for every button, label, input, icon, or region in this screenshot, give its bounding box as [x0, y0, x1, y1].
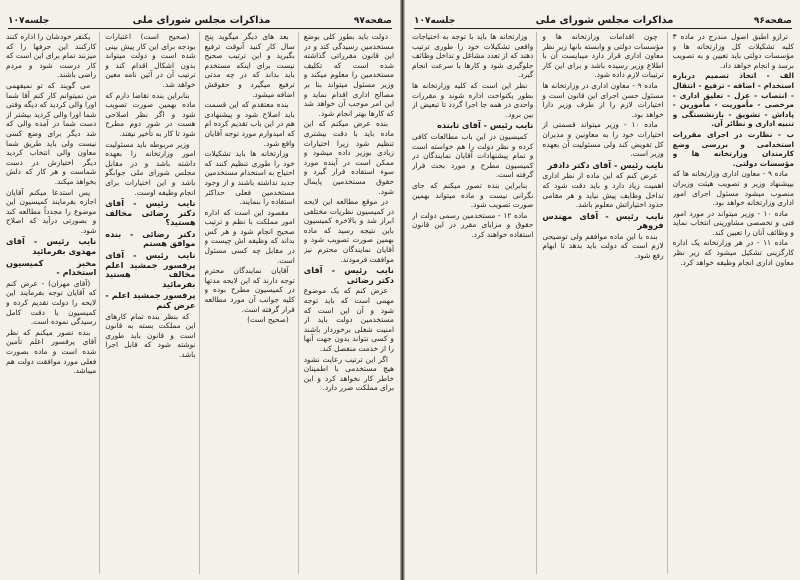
paragraph: ترازو اطبق اصول مندرج در ماده ۳ کلیه تشکیلات کل وزارتخانه ها و مؤسسات دولتی باید تعیین و به تصویب برسد و انجام خواهد داد.	[672, 32, 794, 70]
text-columns	[6, 32, 394, 574]
paragraph: چون اقدامات وزارتخانه ها و مؤسسات دولتی و وابسته بانها زیر نظر معاون اداری قرار دارد میبایست آن با اطلاع وزیر رسیده باشد و برای این کار ترتیبات لازم داده شود.	[542, 32, 664, 80]
text-column	[542, 32, 667, 574]
paragraph: (صحیح است) اعتبارات بودجه برای این کار پیش بینی شده است و دولت میتواند بدون اشکال اقدام کند و ترتیب آن در آئین نامه معین خواهد شد.	[105, 32, 196, 89]
paragraph: ماده ۱۰ - وزیر میتواند در مورد امور فنی و تخصصی مشاورینی انتخاب نماید و وظائف آنان را تعیین کند.	[672, 208, 794, 237]
paragraph: اگر این ترتیب رعایت نشود هیچ مستخدمی با اطمینان خاطر کار نخواهد کرد و این برای مملکت ضرر دارد.	[303, 354, 394, 393]
paragraph: آقایان نمایندگان محترم توجه دارند که این لایحه مدتها در کمیسیون مطرح بوده و کلیه جوانب آن مورد مطالعه قرار گرفته است.	[204, 266, 295, 314]
paragraph: نظر این است که کلیه وزارتخانه ها بطور یکنواخت اداره شوند و مقررات واحدی در همه جا اجرا گردد تا تبعیض از بین برود.	[412, 80, 534, 119]
speaker-heading: نایب رئیس - آقای مهدوی بفرمائید	[6, 236, 97, 257]
session-number: جلسه۱۰۷	[414, 16, 456, 26]
page-header	[8, 12, 392, 29]
speaker-heading: مخبر کمیسیون استخدام -	[6, 257, 97, 278]
paragraph: بنابراین بنده تقاضا دارم که ماده بهمین صورت تصویب شود و اگر نظر اصلاحی هست در شور دوم مطرح شود تا کار به تأخیر نیفتد.	[105, 90, 196, 138]
speaker-heading: دکتر رضائی - بنده موافق هستم	[105, 228, 196, 249]
paragraph: بنده معتقدم که این قسمت باید اصلاح شود و پیشنهادی هم در این باب تقدیم کرده ام که امیدوارم مورد توجه آقایان واقع شود.	[204, 100, 295, 148]
paragraph: (صحیح است)	[247, 315, 289, 325]
paragraph: ب - نظارت در اجرای مقررات استخدامی و بررسی وضع کارمندان وزارتخانه ها و مؤسسات دولتی.	[672, 129, 794, 168]
paragraph: ماده ۱۰ - وزیر میتواند قسمتی از اختیارات خود را به معاونین و مدیران کل تفویض کند ولی مسئولیت آن بعهده وزیر است.	[542, 120, 664, 159]
speaker-heading: نایب رئیس - آقای پرفسور جمشید اعلم مخالف هستید بفرمائید	[105, 250, 196, 289]
paragraph: بنابراین بنده تصور میکنم که جای نگرانی نیست و ماده میتواند بهمین صورت تصویب شود.	[412, 180, 534, 210]
paragraph: وزارتخانه ها باید با توجه به احتیاجات واقعی تشکیلات خود را طوری ترتیب دهند که از تعدد مشاغل و تداخل وظائف جلوگیری شود و کارها با سرعت انجام گیرد.	[412, 32, 534, 80]
paragraph: ماده ۱۱ - در هر وزارتخانه یک اداره کارگزینی تشکیل میشود که زیر نظر معاون اداری انجام وظیفه خواهد کرد.	[672, 238, 794, 267]
paragraph: بنده تصور میکنم که نظر آقای پرفسور اعلم تأمین شده است و ماده بصورت فعلی مورد موافقت دولت هم میباشد.	[6, 327, 97, 376]
paragraph: یکنفر خودشان را اداره کنند کارکنند این حرفها را که میزنند تمام برای این است که کار درست شود و مردم راضی باشند.	[6, 32, 97, 80]
paragraph: ماده ۹ - معاون اداری وزارتخانه ها که بپیشنهاد وزیر و تصویب هیئت وزیران منصوب میشود مسئول اجرای امور اداری وزارتخانه خواهد بود.	[672, 169, 794, 208]
paragraph: وزیر مربوطه باید مسئولیت امور وزارتخانه را بعهده داشته باشد و در مقابل مجلس شورای ملی جوابگو باشد و این اختیارات برای انجام وظیفه اوست.	[105, 139, 196, 197]
paragraph: مقصود این است که اداره امور مملکت با نظم و ترتیب صحیح انجام شود و هر کس بداند که وظیفه اش چیست و در مقابل چه کسی مسئول است.	[204, 207, 295, 265]
paragraph: دولت باید بطور کلی بوضع مستخدمین رسیدگی کند و در این قانون مقرراتی گذاشته شده است که تکلیف مستخدمین را معلوم میکند و وزیر مسئول میتواند بنا بر مصالح اداری اقدام نماید و این امر موجب آن خواهد شد که کارها بهتر انجام شود.	[303, 32, 394, 118]
paragraph: ماده ۹ - معاون اداری در وزارتخانه ها مسئول حسن اجرای این قانون است و اختیارات لازم را از طرف وزیر دارا خواهد بود.	[542, 80, 664, 119]
speaker-heading: نایب رئیس - آقای تابنده	[437, 120, 534, 131]
paragraph: وزارتخانه ها باید تشکیلات خود را طوری تنظیم کنند که احتیاج به استخدام مستخدمین جدید نداشته باشند و از وجود مستخدمین فعلی حداکثر استفاده را بنمایند.	[204, 149, 295, 207]
text-column	[6, 32, 100, 574]
speaker-heading: نایب رئیس - آقای دکتر رضائی مخالف هستید؟	[105, 198, 196, 228]
right-page	[406, 0, 800, 580]
paragraph: کمیسیون در این باب مطالعات کافی کرده و نظر دولت را هم خواسته است و تمام پیشنهادات آقایان نمایندگان در کمیسیون مطرح و مورد بحث قرار گرفته است.	[412, 131, 534, 180]
page-header	[414, 12, 792, 29]
paragraph: الف - اتخاذ تصمیم درباره استخدام - اضافه - ترفیع - انتقال - انتصاب - عزل - تعلیق اداری - مرخصی - مأموریت - مأمورین - پاداش - تشویق - بازنشستگی و تنبیه اداری و نظائر آن.	[672, 71, 794, 129]
text-column	[412, 32, 537, 574]
publication-title: مذاکرات مجلس شورای ملی	[535, 15, 674, 26]
page-number: صفحه۹۷	[353, 16, 392, 26]
paragraph: عرض کنم که این ماده از نظر اداری اهمیت زیاد دارد و باید دقت شود که تداخل وظایف پیش نیاید و هر مقامی حدود اختیاراتش معلوم باشد.	[542, 171, 664, 210]
paragraph: ماده ۱۲ - مستخدمین رسمی دولت از حقوق و مزایای مقرر در این قانون استفاده خواهند کرد.	[412, 210, 534, 239]
paragraph: بعد های دیگر میگوید پنج سال کار کنید آنوقت ترفیع بگیرید و این ترتیب صحیح نیست برای اینکه مستخدم باید بداند که در چه مدتی ترفیع میگیرد و حقوقش اضافه میشود.	[204, 32, 295, 99]
paragraph: عرض کنم که یک موضوع مهمی است که باید توجه شود و آن این است که مستخدمین دولت باید از امنیت شغلی برخوردار باشند و کسی نتواند بدون جهت آنها را از خدمت منفصل کند.	[303, 286, 394, 353]
text-column	[105, 32, 199, 574]
book-spine	[400, 0, 405, 580]
paragraph: در موقع مطالعه این لایحه در کمیسیون نظریات مختلفی ابراز شد و بالاخره کمیسیون باین نتیجه رسید که ماده بهمین صورت تصویب شود و آقایان نمایندگان محترم نیز موافقت فرمودند.	[303, 197, 394, 264]
speaker-heading: پرفسور جمشید اعلم - عرض کنم	[105, 290, 196, 311]
text-column	[205, 32, 299, 574]
text-column	[673, 32, 794, 574]
paragraph: که بنظر بنده تمام کارهای این مملکت بسته به قانون است و قانون باید طوری نوشته شود که قابل اجرا باشد.	[105, 311, 196, 359]
publication-title: مذاکرات مجلس شورای ملی	[132, 15, 271, 26]
speaker-heading: نایب رئیس - آقای دکتر رضائی	[303, 265, 394, 285]
page-number: صفحه۹۶	[753, 16, 792, 26]
text-columns	[412, 32, 794, 574]
paragraph: بنده عرض میکنم که این ماده باید با دقت بیشتری تنظیم شود زیرا اختیارات زیادی بوزیر داده میشود و ممکن است در آینده مورد سوء استفاده قرار گیرد و حقوق مستخدمین پایمال شود.	[303, 119, 394, 196]
speaker-heading: نایب رئیس - آقای مهندس فروهر	[542, 210, 664, 231]
text-column	[304, 32, 394, 574]
session-number: جلسه۱۰۷	[8, 16, 50, 26]
paragraph: می گویند که تو نمیفهمی من نمیتوانم کار کنم آقا شما اورا والی کردید که دیگه وقتی شما اورا والی کردید بیشتر از دست شما در آمده والی که شد دیگر برای وضع کسی نیست ولی باید طریق شما معاون والی انتخاب کردید دیگر اختیارش در دست شماست و هر کار که دلش بخواهد میکند.	[6, 80, 97, 186]
paragraph: پس استدعا میکنم آقایان اجازه بفرمایند کمیسیون این موضوع را مجدداً مطالعه کند و بصورتی درآید که اصلاح شود.	[6, 187, 97, 235]
paragraph: بنده با این ماده موافقم ولی توضیحی لازم است که دولت باید بدهد تا ابهام رفع شود.	[542, 231, 664, 261]
speaker-heading: نایب رئیس - آقای دکتر دادفر	[547, 159, 664, 170]
paragraph: (آقای مهران) - عرض کنم که آقایان توجه بفرمایند این لایحه را دولت تقدیم کرده و کمیسیون با دقت کامل رسیدگی نموده است.	[6, 278, 97, 327]
